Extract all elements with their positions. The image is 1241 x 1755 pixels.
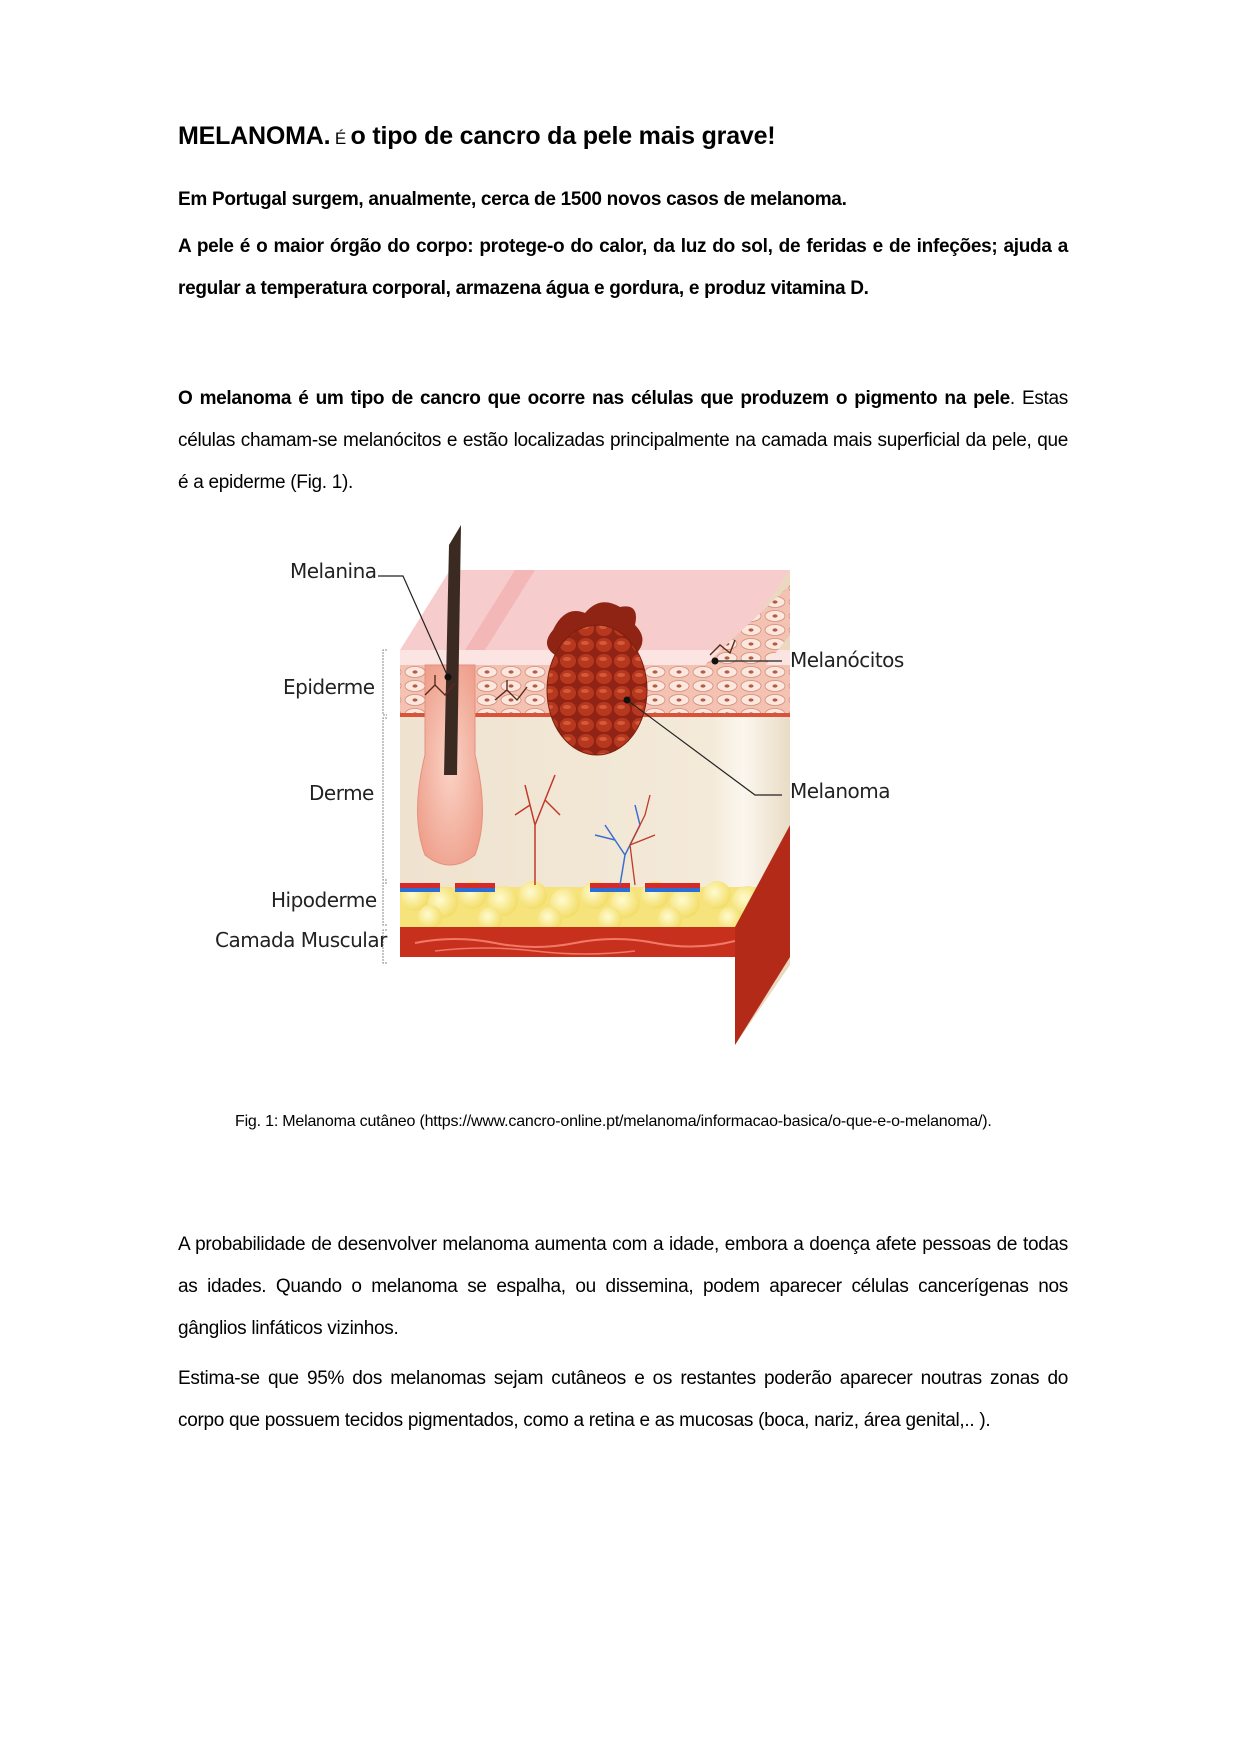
paragraph-probability: A probabilidade de desenvolver melanoma aumenta com a idade, embora a doença afete pessoas de todas as idades. Quando o melanoma se espalha, ou dissemina, podem aparecer células cancerígenas nos gânglios linfáticos vizinhos. [178, 1234, 1068, 1339]
paragraph-melanoma-definition [178, 378, 1068, 504]
label-melanocitos: Melanócitos [790, 648, 904, 672]
label-derme: Derme [309, 781, 374, 805]
melanoma-tumor [547, 625, 647, 755]
skin-cross-section-illustration [235, 525, 1015, 1085]
label-hipoderme: Hipoderme [271, 888, 377, 912]
paragraph-estimate: Estima-se que 95% dos melanomas sejam cutâneos e os restantes poderão aparecer noutras zonas do corpo que possuem tecidos pigmentados, como a retina e as mucosas (boca, nariz, área genital,.. ). [178, 1368, 1068, 1431]
label-melanoma: Melanoma [790, 779, 891, 803]
paragraph-skin-organ: A pele é o maior órgão do corpo: protege-o do calor, da luz do sol, de feridas e de infeções; ajuda a regular a temperatura corporal, armazena água e gordura, e produz vitamina D. [178, 236, 1068, 299]
figure-caption: Fig. 1: Melanoma cutâneo (https://www.cancro-online.pt/melanoma/informacao-basica/o-que-e-o-melanoma/). [235, 1113, 992, 1130]
title-main: MELANOMA. [178, 122, 331, 150]
definition-rest: . Estas células chamam-se melanócitos e estão localizadas principalmente na camada mais superficial da pele, que é a epiderme (Fig. 1). [178, 388, 1069, 493]
page-title [178, 122, 775, 151]
label-camada-muscular: Camada Muscular [215, 928, 387, 952]
title-connector: É [330, 129, 351, 148]
paragraph-incidence: Em Portugal surgem, anualmente, cerca de 1500 novos casos de melanoma. [178, 189, 847, 210]
label-epiderme: Epiderme [283, 675, 375, 699]
label-melanina: Melanina [290, 559, 377, 583]
skin-diagram-figure [215, 525, 1015, 1085]
title-rest: o tipo de cancro da pele mais grave! [350, 122, 776, 150]
definition-bold: O melanoma é um tipo de cancro que ocorre nas células que produzem o pigmento na pele [178, 388, 1010, 409]
